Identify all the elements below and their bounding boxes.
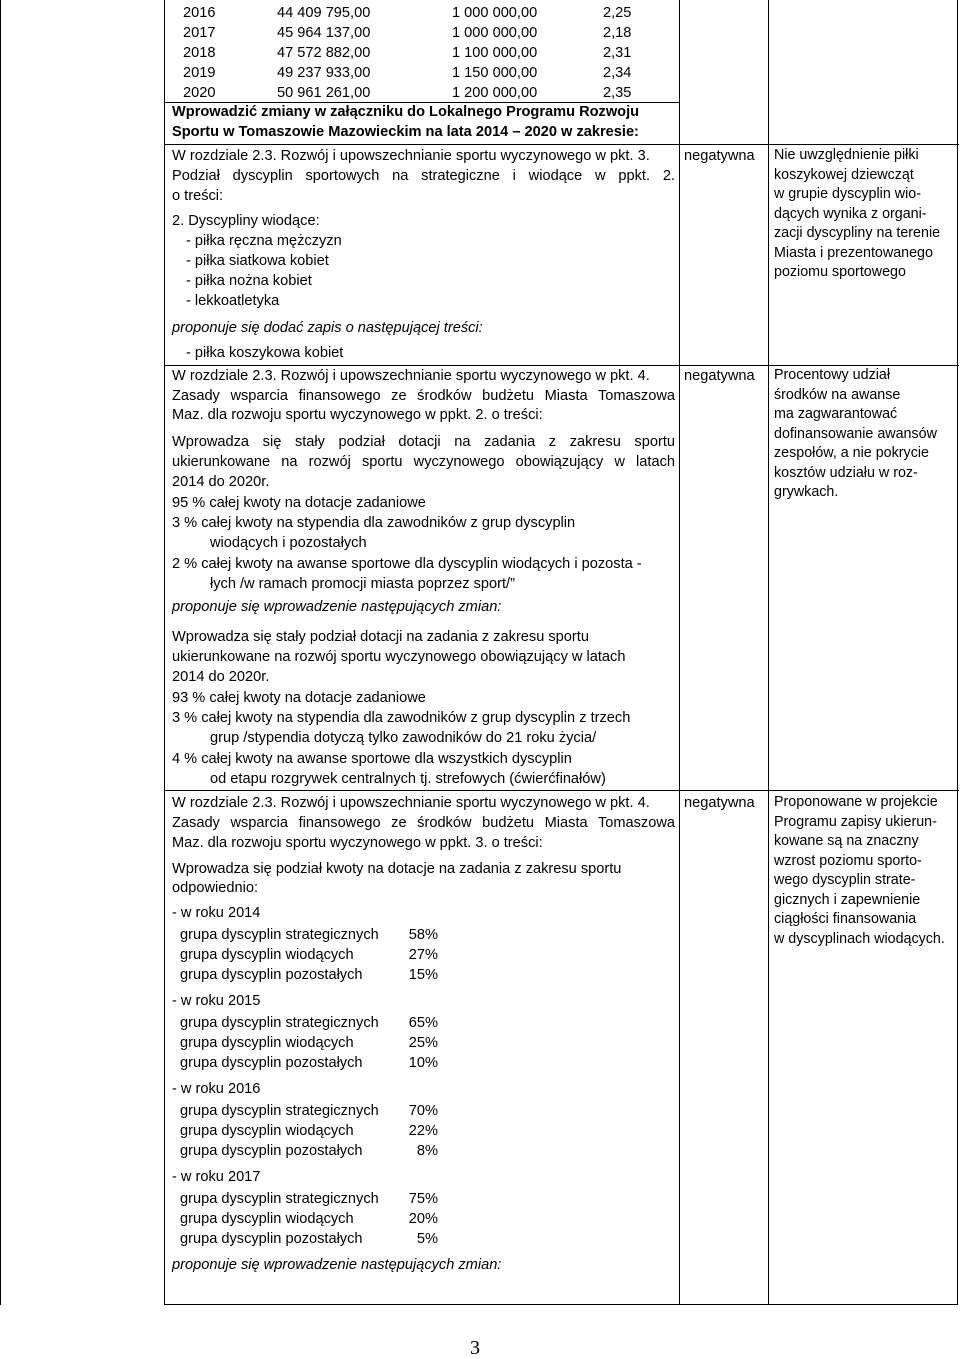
pct-strategic: 58% [408, 927, 438, 943]
s3-line: W rozdziale 2.3. Rozwój i upowszechnianie sportu wyczynowego w pkt. 4. [172, 795, 650, 811]
intro-line: Wprowadzić zmiany w załączniku do Lokalnego Programu Rozwoju [172, 104, 640, 120]
pct-other: 5% [416, 1231, 438, 1247]
remark-line: Procentowy udział [774, 367, 891, 383]
s2-option: 3 % całej kwoty na stypendia dla zawodników z grup dyscyplin [172, 515, 576, 531]
table-cell-grant: 1 150 000,00 [452, 65, 538, 81]
group-strategic: grupa dyscyplin strategicznych [180, 1015, 379, 1031]
group-leading: grupa dyscyplin wiodących [180, 1123, 354, 1139]
remark-line: Nie uwzględnienie piłki [774, 147, 919, 163]
remark-line: wzrost poziomu sporto- [774, 852, 922, 869]
group-other: grupa dyscyplin pozostałych [180, 967, 363, 983]
remark-line: gicznych i zapewnienie [774, 891, 921, 908]
pct-strategic: 75% [408, 1191, 438, 1207]
s1-item: - piłka nożna kobiet [186, 273, 312, 289]
pct-leading: 20% [408, 1211, 438, 1227]
s3-proposal: proponuje się wprowadzenie następujących zmian: [172, 1257, 502, 1273]
remark-line: Miasta i prezentowanego [774, 244, 933, 261]
table-cell-year: 2017 [183, 25, 216, 41]
table-cell-ratio: 2,25 [603, 5, 632, 21]
remark-line: koszykowej dziewcząt [774, 166, 914, 183]
table-cell-grant: 1 200 000,00 [452, 85, 538, 101]
page-number: 3 [470, 1337, 480, 1359]
s2-para: 2014 do 2020r. [172, 474, 270, 490]
table-cell-year: 2018 [183, 45, 216, 61]
remark-line: kowane są na znaczny [774, 833, 919, 849]
remark-line: zacji dyscypliny na terenie [774, 225, 941, 241]
table-cell-grant: 1 000 000,00 [452, 25, 538, 41]
s2-line: W rozdziale 2.3. Rozwój i upowszechnianie sportu wyczynowego w pkt. 4. [172, 368, 650, 384]
s1-heading: 2. Dyscypliny wiodące: [172, 213, 320, 229]
s1-line: W rozdziale 2.3. Rozwój i upowszechnianie sportu wyczynowego w pkt. 3. [172, 148, 650, 164]
group-leading: grupa dyscyplin wiodących [180, 1211, 354, 1227]
remark-line: dofinansowanie awansów [774, 425, 937, 442]
table-cell-amount: 45 964 137,00 [277, 25, 371, 41]
pct-strategic: 65% [408, 1015, 438, 1031]
s2-new-para: ukierunkowane na rozwój sportu wyczynowego obowiązujący w latach [172, 649, 626, 665]
s2-para: Wprowadza się stały podział dotacji na zadania z zakresu sportu [172, 434, 675, 450]
column-divider [768, 0, 769, 1305]
s2-new-para: 2014 do 2020r. [172, 669, 270, 685]
table-cell-ratio: 2,31 [603, 45, 632, 61]
s2-option: łych /w ramach promocji miasta poprzez sport/” [210, 576, 515, 592]
page-margin-line [0, 0, 1, 1305]
s2-option: wiodących i pozostałych [210, 535, 367, 551]
table-cell-year: 2019 [183, 65, 216, 81]
group-strategic: grupa dyscyplin strategicznych [180, 927, 379, 943]
table-cell-amount: 50 961 261,00 [277, 85, 371, 101]
remark-line: kosztów udziału w roz- [774, 464, 918, 481]
table-cell-grant: 1 000 000,00 [452, 5, 538, 21]
remark-line: Proponowane w projekcie [774, 794, 938, 810]
s3-line: Maz. dla rozwoju sportu wyczynowego w ppkt. 3. o treści: [172, 835, 543, 851]
s2-line: Maz. dla rozwoju sportu wyczynowego w ppkt. 2. o treści: [172, 407, 543, 423]
year-label: - w roku 2017 [172, 1169, 261, 1185]
intro-line: Sportu w Tomaszowie Mazowieckim na lata 2014 – 2020 w zakresie: [172, 124, 639, 140]
s2-new-option: grup /stypendia dotyczą tylko zawodników do 21 roku życia/ [210, 730, 597, 746]
s3-para: Wprowadza się podział kwoty na dotacje na zadania z zakresu sportu [172, 861, 622, 877]
s2-remark [774, 366, 937, 503]
column-divider [679, 0, 680, 1305]
remark-line: w dyscyplinach wiodących. [774, 930, 945, 947]
s3-para: odpowiednio: [172, 880, 259, 896]
s2-new-option: od etapu rozgrywek centralnych tj. strefowych (ćwierćfinałów) [210, 771, 606, 787]
s1-proposal: proponuje się dodać zapis o następującej treści: [172, 320, 483, 336]
s2-option: 2 % całej kwoty na awanse sportowe dla dyscyplin wiodących i pozosta - [172, 556, 642, 572]
group-strategic: grupa dyscyplin strategicznych [180, 1191, 379, 1207]
s1-item: - lekkoatletyka [186, 293, 280, 309]
group-other: grupa dyscyplin pozostałych [180, 1231, 363, 1247]
s3-line: Zasady wsparcia finansowego ze środków budżetu Miasta Tomaszowa [172, 815, 675, 831]
year-label: - w roku 2016 [172, 1081, 261, 1097]
s2-new-option: 93 % całej kwoty na dotacje zadaniowe [172, 690, 426, 706]
row-divider [164, 790, 959, 791]
s2-para: ukierunkowane na rozwój sportu wyczynowego obowiązujący w latach [172, 454, 675, 470]
s2-status: negatywna [684, 368, 755, 384]
s2-option: 95 % całej kwoty na dotacje zadaniowe [172, 495, 426, 511]
remark-line: środków na awanse [774, 386, 901, 403]
s3-status: negatywna [684, 795, 755, 811]
remark-line: w grupie dyscyplin wio- [774, 186, 921, 202]
s1-line: o treści: [172, 188, 224, 204]
year-label: - w roku 2014 [172, 905, 261, 921]
group-other: grupa dyscyplin pozostałych [180, 1143, 363, 1159]
group-other: grupa dyscyplin pozostałych [180, 1055, 363, 1071]
row-divider [164, 144, 959, 145]
s2-new-option: 3 % całej kwoty na stypendia dla zawodników z grup dyscyplin z trzech [172, 710, 631, 726]
s1-remark [774, 146, 940, 283]
s3-remark [774, 793, 945, 949]
table-cell-amount: 49 237 933,00 [277, 65, 371, 81]
remark-line: Programu zapisy ukierun- [774, 813, 937, 830]
s1-item: - piłka siatkowa kobiet [186, 253, 329, 269]
pct-leading: 25% [408, 1035, 438, 1051]
s1-status: negatywna [684, 148, 755, 164]
s2-line: Zasady wsparcia finansowego ze środków budżetu Miasta Tomaszowa [172, 388, 675, 404]
group-strategic: grupa dyscyplin strategicznych [180, 1103, 379, 1119]
s2-proposal: proponuje się wprowadzenie następujących zmian: [172, 599, 502, 615]
remark-line: ciągłości finansowania [774, 911, 917, 927]
table-cell-ratio: 2,34 [603, 65, 632, 81]
remark-line: ma zagwarantować [774, 406, 898, 422]
table-cell-ratio: 2,35 [603, 85, 632, 101]
remark-line: dących wynika z organi- [774, 205, 927, 222]
remark-line: zespołów, a nie pokrycie [774, 445, 929, 461]
table-cell-ratio: 2,18 [603, 25, 632, 41]
s1-added-item: - piłka koszykowa kobiet [186, 345, 344, 361]
table-cell-amount: 44 409 795,00 [277, 5, 371, 21]
pct-other: 8% [416, 1143, 438, 1159]
table-cell-year: 2020 [183, 85, 216, 101]
remark-line: grywkach. [774, 484, 839, 500]
s2-new-para: Wprowadza się stały podział dotacji na zadania z zakresu sportu [172, 629, 589, 645]
group-leading: grupa dyscyplin wiodących [180, 947, 354, 963]
pct-other: 10% [408, 1055, 438, 1071]
year-label: - w roku 2015 [172, 993, 261, 1009]
table-cell-amount: 47 572 882,00 [277, 45, 371, 61]
table-cell-grant: 1 100 000,00 [452, 45, 538, 61]
remark-line: poziomu sportowego [774, 264, 906, 280]
pct-other: 15% [408, 967, 438, 983]
table-cell-year: 2016 [183, 5, 216, 21]
pct-leading: 27% [408, 947, 438, 963]
s1-item: - piłka ręczna mężczyzn [186, 233, 342, 249]
pct-strategic: 70% [408, 1103, 438, 1119]
s1-line: Podział dyscyplin sportowych na strategiczne i wiodące w ppkt. 2. [172, 168, 675, 184]
s2-new-option: 4 % całej kwoty na awanse sportowe dla wszystkich dyscyplin [172, 751, 572, 767]
pct-leading: 22% [408, 1123, 438, 1139]
remark-line: wego dyscyplin strate- [774, 872, 916, 888]
group-leading: grupa dyscyplin wiodących [180, 1035, 354, 1051]
